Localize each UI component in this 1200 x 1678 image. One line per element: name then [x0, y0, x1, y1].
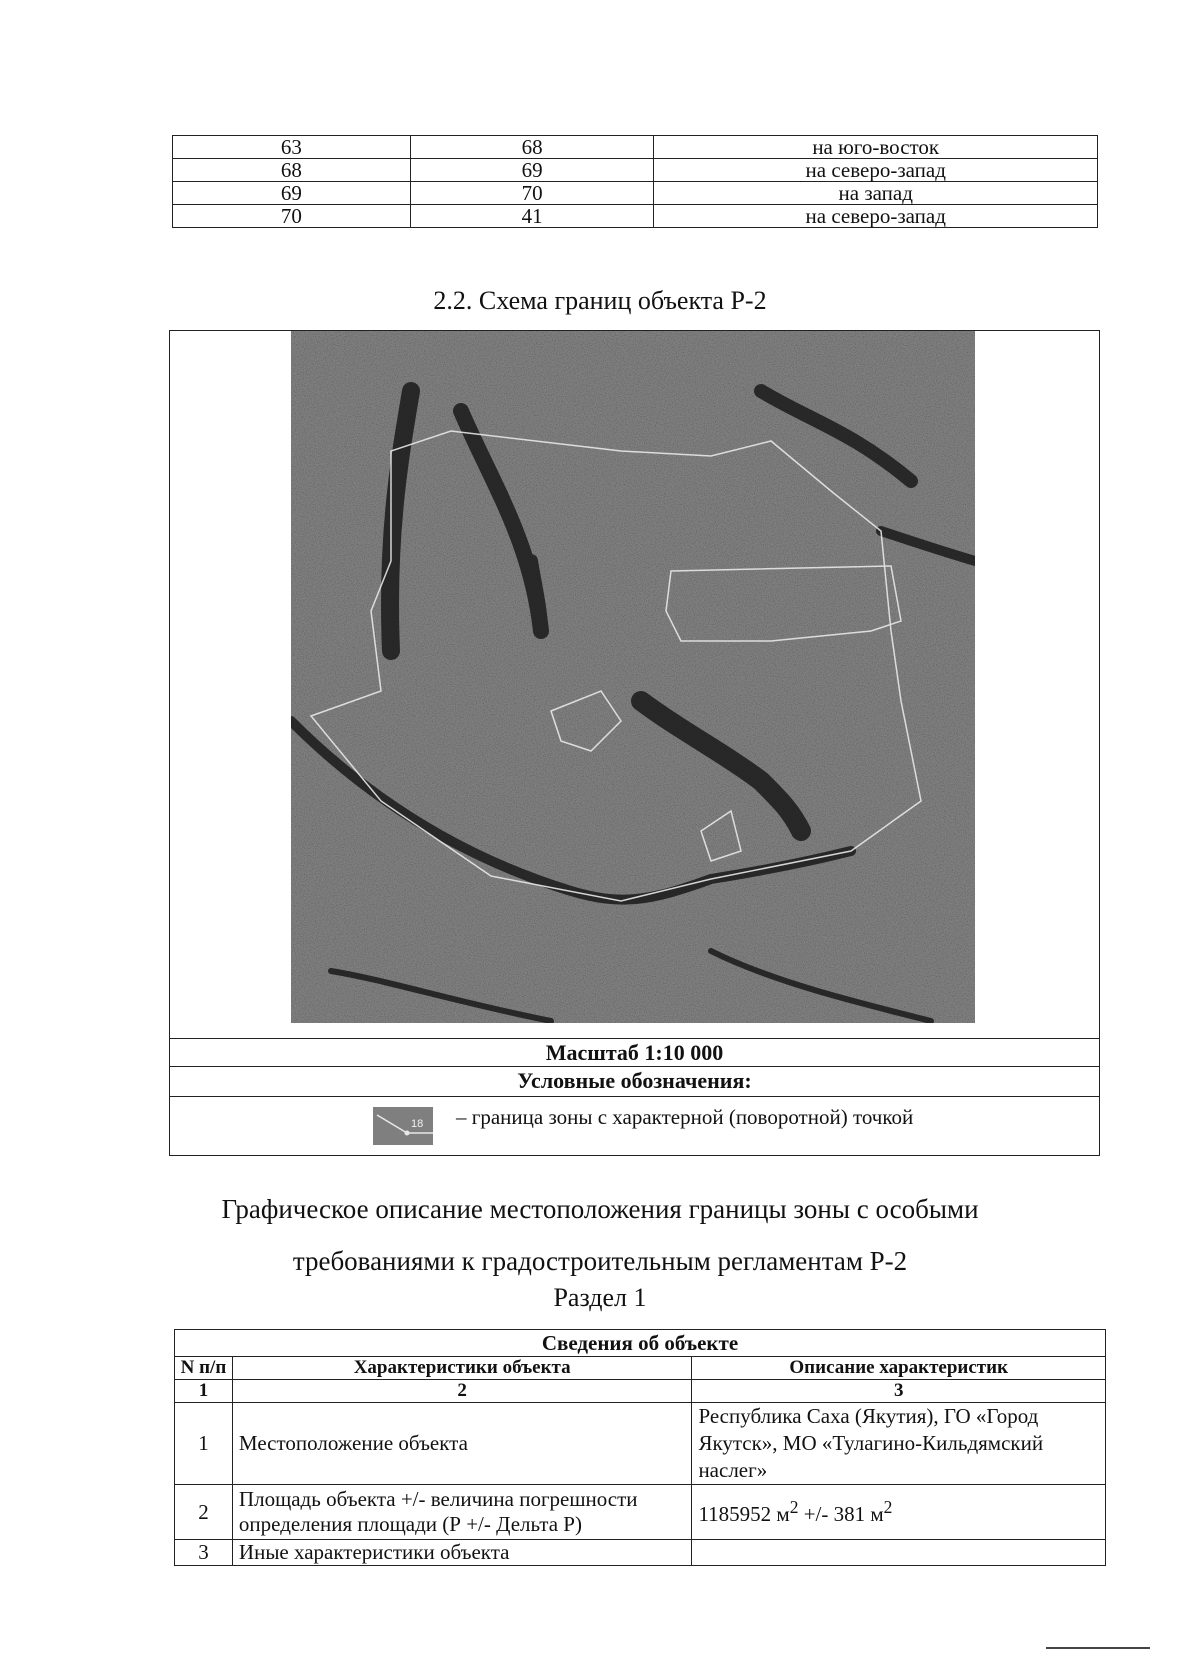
boundary-map [291, 331, 975, 1023]
row-characteristic: Иные характеристики объекта [232, 1540, 692, 1566]
to-point: 70 [410, 182, 654, 205]
map-frame [169, 330, 1100, 1156]
directions-table [172, 135, 1098, 228]
table-header-row [175, 1357, 1106, 1380]
table-row [173, 205, 1098, 228]
legend-heading: Условные обозначения: [170, 1067, 1099, 1097]
row-number: 3 [175, 1540, 233, 1566]
row-number: 2 [175, 1485, 233, 1540]
error-unit-exponent: 2 [883, 1497, 893, 1517]
row-characteristic: Площадь объекта +/- величина погрешности определения площади (Р +/- Дельта Р) [232, 1485, 692, 1540]
from-point: 63 [173, 136, 411, 159]
header-number: N п/п [175, 1357, 233, 1380]
direction: на северо-запад [654, 159, 1098, 182]
map-title: 2.2. Схема границ объекта Р-2 [433, 286, 767, 315]
row-characteristic: Местоположение объекта [232, 1403, 692, 1485]
legend-text: – граница зоны с характерной (поворотной) точкой [456, 1105, 914, 1129]
map-scale: Масштаб 1:10 000 [170, 1038, 1099, 1067]
area-unit-exponent: 2 [789, 1497, 799, 1517]
legend-row [170, 1097, 1099, 1155]
direction: на северо-запад [654, 205, 1098, 228]
row-value: Республика Саха (Якутия), ГО «Город Якутск», МО «Тулагино-Кильдямский наслег» [692, 1403, 1106, 1485]
to-point: 69 [410, 159, 654, 182]
column-number-row [175, 1380, 1106, 1403]
description-title [0, 1183, 1200, 1287]
to-point: 68 [410, 136, 654, 159]
from-point: 70 [173, 205, 411, 228]
legend-boundary-icon [373, 1107, 433, 1145]
column-number: 2 [232, 1380, 692, 1403]
direction: на юго-восток [654, 136, 1098, 159]
header-characteristics: Характеристики объекта [232, 1357, 692, 1380]
area-value: 1185952 м [698, 1502, 790, 1526]
object-info-table [174, 1329, 1106, 1566]
column-number: 1 [175, 1380, 233, 1403]
to-point: 41 [410, 205, 654, 228]
section-label: Раздел 1 [553, 1283, 647, 1312]
map-grain [291, 331, 975, 1023]
footer-rule [1046, 1647, 1150, 1649]
direction: на запад [654, 182, 1098, 205]
from-point: 69 [173, 182, 411, 205]
table-caption-row [175, 1330, 1106, 1357]
row-value [692, 1485, 1106, 1540]
column-number: 3 [692, 1380, 1106, 1403]
table-row [175, 1403, 1106, 1485]
row-number: 1 [175, 1403, 233, 1485]
table-row [173, 159, 1098, 182]
table-row [173, 136, 1098, 159]
table-row [173, 182, 1098, 205]
table-row [175, 1485, 1106, 1540]
from-point: 68 [173, 159, 411, 182]
description-title-line1: Графическое описание местоположения границы зоны с особыми [221, 1194, 979, 1224]
table-caption: Сведения об объекте [175, 1330, 1106, 1357]
area-error: +/- 381 м [798, 1502, 884, 1526]
legend-marker-label: 18 [411, 1118, 424, 1130]
description-title-line2: требованиями к градостроительным регламентам Р-2 [292, 1246, 908, 1276]
table-row [175, 1540, 1106, 1566]
header-description: Описание характеристик [692, 1357, 1106, 1380]
row-value [692, 1540, 1106, 1566]
